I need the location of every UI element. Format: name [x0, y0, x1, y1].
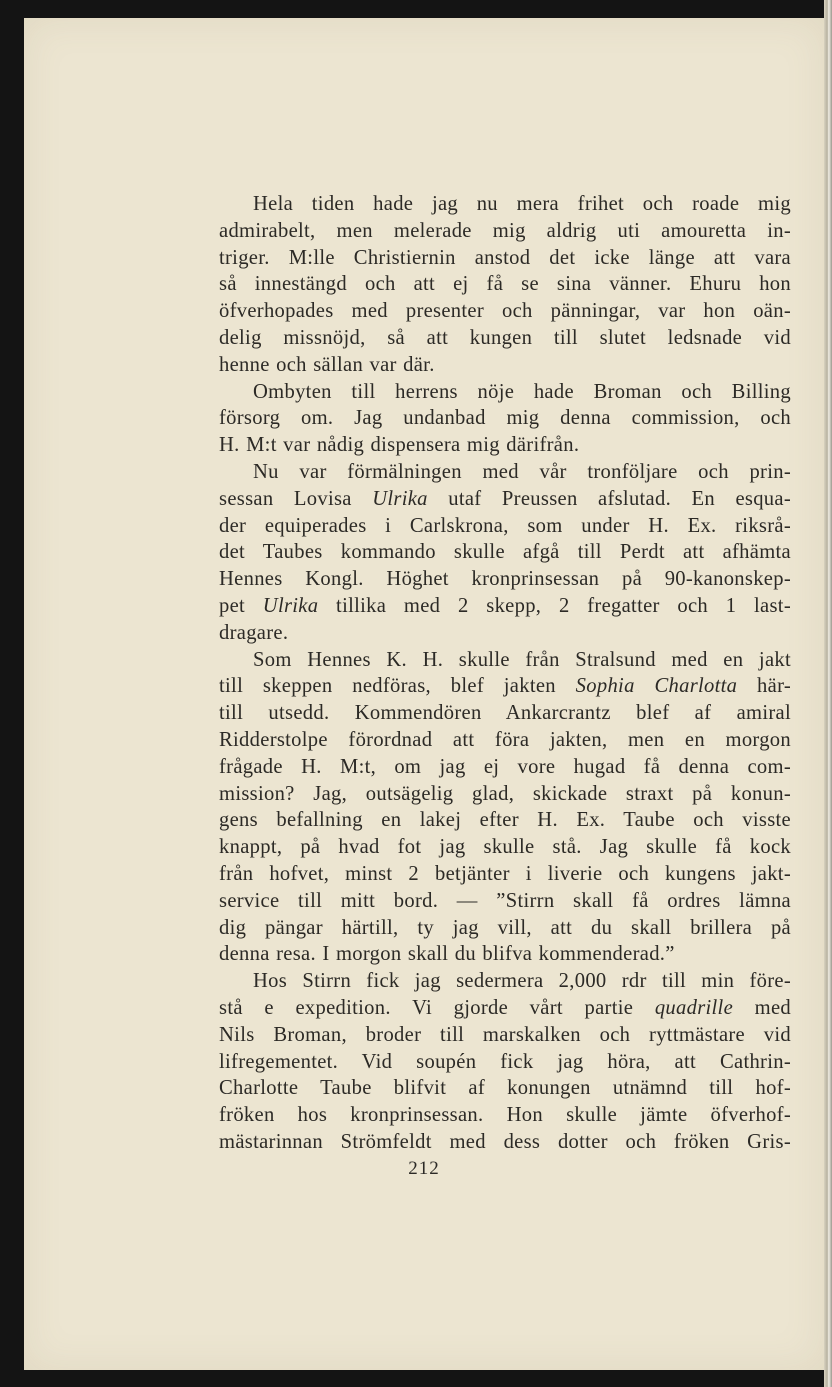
text-line: öfverhopades med presenter och pänningar, var hon oän- [219, 300, 791, 323]
text-line: till skeppen nedföras, blef jakten Sophia Charlotta här- [219, 675, 791, 698]
text-line: pet Ulrika tillika med 2 skepp, 2 fregatter och 1 last- [219, 594, 791, 617]
text-line: Charlotte Taube blifvit af konungen utnämnd till hof- [219, 1077, 791, 1100]
text-line: triger. M:lle Christiernin anstod det icke länge att vara [219, 246, 791, 269]
text-line: delig missnöjd, så att kungen till slutet ledsnade vid [219, 326, 791, 349]
text-line: H. M:t var nådig dispensera mig därifrån. [219, 434, 580, 457]
text-line: Hos Stirrn fick jag sedermera 2,000 rdr till min före- [253, 970, 791, 993]
text-line: admirabelt, men melerade mig aldrig uti amouretta in- [219, 219, 791, 242]
text-line: mästarinnan Strömfeldt med dess dotter och fröken Gris- [219, 1130, 791, 1153]
text-line: Hela tiden hade jag nu mera frihet och roade mig [253, 193, 791, 215]
italic-term: Ulrika [262, 594, 319, 617]
text-line: stå e expedition. Vi gjorde vårt partie quadrille med [219, 996, 792, 1019]
text-line: der equiperades i Carlskrona, som under H. Ex. riksrå- [219, 514, 791, 537]
text-line: denna resa. I morgon skall du blifva kommenderad.” [219, 943, 675, 966]
text-line: sessan Lovisa Ulrika utaf Preussen afslutad. En esqua- [219, 487, 791, 510]
text-line: från hofvet, minst 2 betjänter i liverie och kungens jakt- [219, 862, 791, 885]
text-line: mission? Jag, outsägelig glad, skickade straxt på konun- [219, 782, 791, 805]
text-line: dig pängar härtill, ty jag vill, att du skall brillera på [219, 916, 791, 939]
italic-term: quadrille [654, 996, 734, 1019]
text-line: knappt, på hvad fot jag skulle stå. Jag skulle få kock [219, 836, 791, 859]
text-line: service till mitt bord. — ”Stirrn skall få ordres lämna [219, 889, 791, 912]
italic-term: Ulrika [372, 487, 428, 510]
text-line: lifregementet. Vid soupén fick jag höra, att Cathrin- [219, 1050, 791, 1073]
text-line: det Taubes kommando skulle afgå till Perdt att afhämta [219, 541, 791, 564]
text-line: dragare. [219, 621, 289, 644]
text-line: Ridderstolpe förordnad att föra jakten, men en morgon [219, 728, 791, 751]
text-line: Nu var förmälningen med vår tronföljare och prin- [253, 460, 791, 483]
book-edge [824, 0, 832, 1387]
text-line: fröken hos kronprinsessan. Hon skulle jämte öfverhof- [219, 1104, 791, 1127]
text-line: henne och sällan var där. [219, 353, 435, 376]
text-line: försorg om. Jag undanbad mig denna commission, och [219, 407, 791, 430]
text-line: Hennes Kongl. Höghet kronprinsessan på 90-kanonskep- [219, 568, 791, 591]
text-line: Nils Broman, broder till marskalken och ryttmästare vid [219, 1023, 791, 1046]
body-text [219, 191, 791, 1156]
book-page [24, 18, 824, 1370]
text-line: Ombyten till herrens nöje hade Broman och Billing [253, 380, 791, 403]
text-line: så innestängd och att ej få se sina vänner. Ehuru hon [219, 273, 791, 296]
italic-term: Sophia Charlotta [575, 675, 738, 698]
text-line: frågade H. M:t, om jag ej vore hugad få denna com- [219, 755, 791, 778]
text-line: gens befallning en lakej efter H. Ex. Taube och visste [219, 809, 791, 832]
text-line: Som Hennes K. H. skulle från Stralsund med en jakt [253, 648, 791, 671]
text-line: till utsedd. Kommendören Ankarcrantz blef af amiral [219, 702, 791, 725]
page-number: 212 [408, 1158, 440, 1179]
